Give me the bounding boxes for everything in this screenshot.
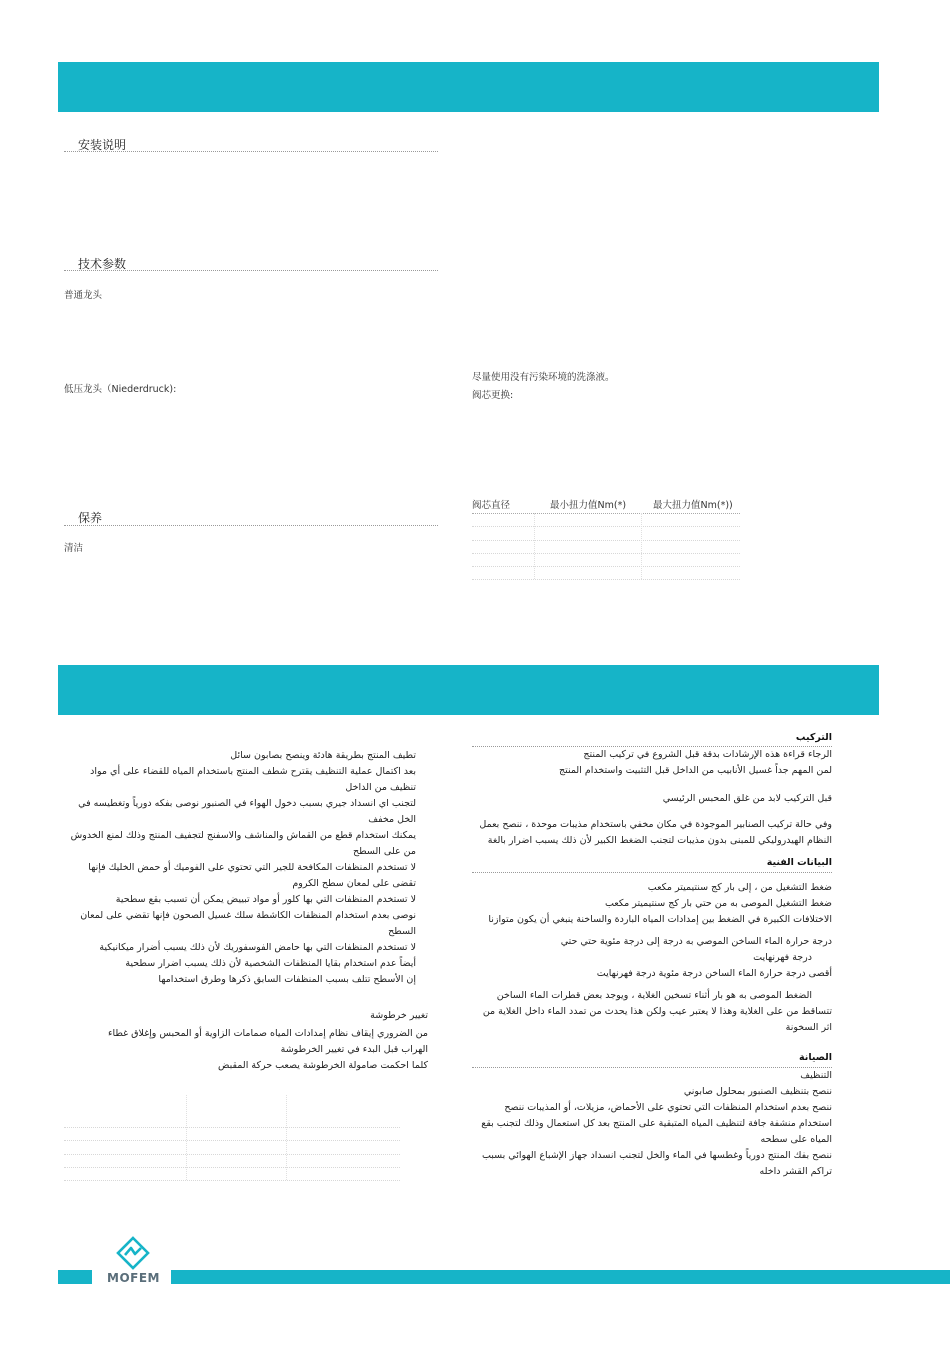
ar-text-line: أقصى درجة حرارة الماء الساخن درجة مئوية درجة فهرنهايت: [596, 968, 832, 979]
ar-text-line: درجة فهرنهايت: [753, 952, 812, 963]
table-divider: [641, 513, 642, 579]
table-rule: [472, 513, 740, 514]
tech-title-rule: [64, 270, 438, 271]
ar-text-line: ننصح بفك المنتج دورياً وغطسها في الماء والخل لتجنب انسداد جهاز الإشباع الهوائي بسبب: [481, 1150, 832, 1161]
ar-text-line: السطح: [388, 926, 416, 937]
table-divider: [534, 513, 535, 579]
ar-install-block: [472, 747, 832, 849]
ar-text-line: ضغط التشغيل من ، إلى بار كج سنتيميتر مكعب: [647, 882, 832, 893]
footer-bar-left: [58, 1270, 92, 1284]
mofem-logo-icon: [116, 1236, 150, 1270]
maintenance-title-rule: [64, 525, 438, 526]
ar-text-line: تنظيف من الداخل: [345, 782, 416, 793]
ar-text-line: لا تستخدم المنظفات التي بها كلور أو مواد تبييض يمكن أن تسبب بقع سطحية: [115, 894, 416, 905]
ar-maint-block: [472, 1068, 832, 1180]
table-rule: [472, 579, 740, 580]
ar-cartridge-title: تغيير خرطوشة: [370, 1010, 428, 1021]
table-header-min-torque: 最小扭力值Nm(*): [550, 500, 627, 511]
mofem-logo: [104, 1236, 164, 1286]
ar-text-line: المياه على سطحه: [760, 1134, 832, 1145]
ar-text-line: إن الأسطح تتلف بسبب المنظفات السابق ذكرها وطرق استخدامها: [158, 974, 416, 985]
ar-text-line: لا تستخدم المنظفات التي بها حامض الفوسفوريك لأن ذلك يسبب أضرار ميكانيكية: [99, 942, 416, 953]
ar-tech-rule: [472, 872, 832, 873]
ar-text-line: تراكم القشر داخله: [759, 1166, 832, 1177]
low-pressure-faucet-label: 低压龙头（Niederdruck):: [64, 384, 177, 395]
ar-maint-title: الصيانة: [799, 1052, 832, 1063]
ar-text-line: النظام الهيدروليكي للمبنى بدون مذيبات لتجنب الضغط الكبير لأن ذلك يسبب اضرار بالغة: [487, 835, 832, 846]
ar-text-line: ننصح بتنظيف الصنبور بمحلول صابوني: [683, 1086, 832, 1097]
ar-cartridge-block: [64, 1008, 428, 1074]
ar-text-line: ضغط التشغيل الموصى به من حتي بار كج سنتيميتر مكعب: [604, 898, 832, 909]
ar-tech-title: البيانات الفنية: [766, 857, 832, 868]
cleaning-label: 清洁: [64, 543, 84, 554]
ar-maint-subtitle: التنظيف: [800, 1070, 832, 1081]
ar-text-line: الضغط الموصى به هو بار أثناء تسخين الغلاية ، ويوجد بعض قطرات الماء الساخن: [496, 990, 812, 1001]
right-note-detergent: 尽量使用没有污染环境的洗涤液。: [472, 372, 615, 383]
install-title-cn: 安装说明: [78, 138, 127, 152]
ar-text-line: قبل التركيب لابد من غلق المحبس الرئيسي: [662, 793, 832, 804]
maintenance-title-cn: 保养: [78, 511, 103, 525]
ar-text-line: لتجنب اي انسداد جيري بسبب دخول الهواء في الصنبور نوصى بفكه دورياً وتغطيسه في: [78, 798, 416, 809]
table-rule: [472, 553, 740, 554]
ar-text-line: تتساقط من على الغلاية وهذا لا يعتبر عيب ولكن هذا يحدث من تمدد الماء داخل الغلاية من: [482, 1006, 832, 1017]
ar-text-line: يمكنك استخدام قطع من القماش والمناشف والاسفنج لتجفيف المنتج وذلك لمنع الخدوش: [70, 830, 416, 841]
ar-text-line: الخل مخفف: [368, 814, 416, 825]
ar-tech-block: [472, 880, 832, 1036]
ar-text-line: كلما احكمت صامولة الخرطوشة يصعب حركة المقبض: [218, 1060, 428, 1071]
table-rule: [472, 566, 740, 567]
table-rule: [472, 540, 740, 541]
middle-header-band: [58, 665, 879, 715]
ar-text-line: بعد اكتمال عملية التنظيف يقترح شطف المنتج باستخدام المياه للقضاء على أي مواد: [90, 766, 416, 777]
ar-text-line: وفي حالة تركيب الصنابير الموجودة في مكان مخفي باستخدام مذيبات موحدة ، ننصح بعمل: [479, 819, 832, 830]
table-rule: [64, 1140, 400, 1141]
table-rule: [64, 1167, 400, 1168]
ar-text-line: تقضى على لمعان سطح الكروم: [292, 878, 416, 889]
ar-cleaning-block: [64, 748, 416, 988]
ar-text-line: الرجاء قراءة هذه الإرشادات بدقة قبل الشروع في تركيب المنتج: [583, 749, 832, 760]
top-header-band: [58, 62, 879, 112]
table-divider: [286, 1095, 287, 1180]
ar-text-line: نوصى بعدم استخدام المنظفات الكاشطة سلك غسيل الصحون فإنها تقضي على لمعان: [80, 910, 416, 921]
ar-text-line: تطيف المنتج بطريقة هادئة وينصح بصابون سائل: [230, 750, 416, 761]
ar-text-line: من الضروري إيقاف نظام إمدادات المياه صمامات الزاوية أو المحبس وإغلاق غطاء: [108, 1028, 428, 1039]
table-rule: [64, 1154, 400, 1155]
ar-text-line: لمن المهم جداً غسيل الأنابيب من الداخل قبل التثبيت واستخدام المنتج: [558, 765, 832, 776]
table-header-diameter: 阀芯直径: [472, 500, 511, 511]
table-rule: [64, 1127, 400, 1128]
ar-text-line: ننصح بعدم استخدام المنظفات التي تحتوي على الأحماض، مزيلات، أو المذيبات ننصح: [504, 1102, 832, 1113]
ar-text-line: لا تستخدم المنظفات المكافحة للجير التي تحتوي على الفوميك أو حمض الخليك فإنها: [88, 862, 416, 873]
ar-text-line: الاختلافات الكبيرة في الضغط بين إمدادات المياه الباردة والساخنة ينبغي أن يكون متوازنا: [488, 914, 832, 925]
ar-text-line: اثر السخونة: [785, 1022, 832, 1033]
ar-text-line: أيضاً عدم استخدام بقايا المنظفات الشخصية لأن ذلك يسبب اضرار سطحية: [125, 958, 416, 969]
ar-text-line: استخدام منشفة جافة لتنظيف المياه المتبقية على المنتج بعد كل استعمال وذلك لتجنب بقع: [481, 1118, 832, 1129]
logo-text: MOFEM: [107, 1271, 160, 1285]
right-note-cartridge: 阀芯更换:: [472, 390, 514, 401]
ar-text-line: من على السطح: [352, 846, 416, 857]
table-rule: [64, 1180, 400, 1181]
tech-title-cn: 技术参数: [78, 257, 127, 271]
ar-text-line: الهراب قبل البدء في تغيير الخرطوشة: [280, 1044, 428, 1055]
install-title-rule: [64, 151, 438, 152]
ar-text-line: درجة حرارة الماء الساخن الموصي به درجة إلى درجة مئوية حتي حتي: [560, 936, 832, 947]
table-divider: [186, 1095, 187, 1180]
table-header-max-torque: 最大扭力值Nm(*)): [653, 500, 733, 511]
ar-install-title: التركيب: [795, 732, 832, 743]
normal-faucet-label: 普通龙头: [64, 290, 103, 301]
table-rule: [472, 526, 740, 527]
footer-bar-right: [171, 1270, 950, 1284]
